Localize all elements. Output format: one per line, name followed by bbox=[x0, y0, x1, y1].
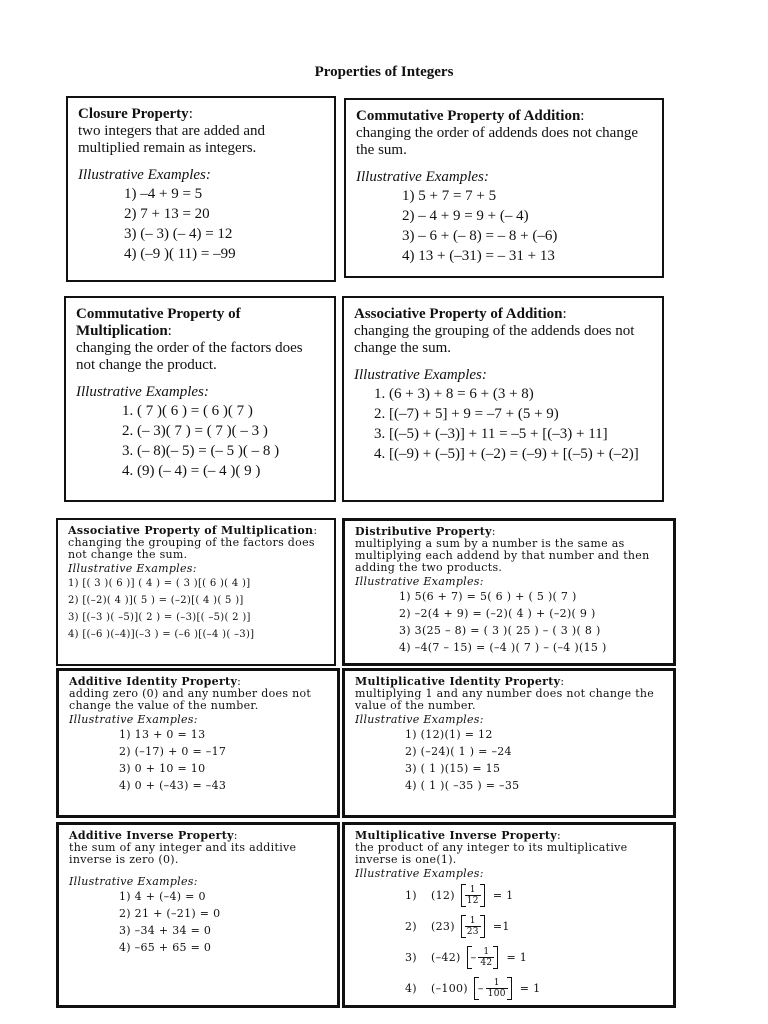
list-item: 4. [(–9) + (–5)] + (–2) = (–9) + [(–5) + (–2)] bbox=[374, 446, 639, 462]
fraction-numerator: 1 bbox=[486, 978, 508, 989]
item-sign: – bbox=[477, 981, 484, 995]
multiplicative-inverse-box: Multiplicative Inverse Property: the product of any integer to its multiplicative inverse is one(1). Illustrative Examples: 1) (12) $\frac{1}{12}$ = 1 2) (23) $\frac{1}{23}$ =1 3) (–42) – $\frac{1}{42}$ = 1 4) (–100) – $\frac{1}{100}$ = 1 bbox=[342, 822, 676, 1008]
fraction-denominator: 42 bbox=[480, 958, 493, 968]
closure-property-box: Closure Property: two integers that are added and multiplied remain as integers. Illustrative Examples: 1) –4 + 9 = 5 2) 7 + 13 = 20 3) (– 3) (– 4) = 12 4) (–9 )( 11) = –99 bbox=[66, 96, 336, 282]
list-item: 3) [(–3 )( –5)]( 2 ) = (–3)[( –5)( 2 )] bbox=[68, 612, 251, 623]
fraction-numerator: 1 bbox=[478, 947, 494, 958]
list-item: 4. (9) (– 4) = (– 4 )( 9 ) bbox=[122, 463, 261, 479]
box-heading: Additive Identity Property bbox=[69, 675, 238, 688]
box-heading: Closure Property bbox=[78, 106, 189, 122]
item-sign: – bbox=[470, 950, 477, 964]
box-heading: Additive Inverse Property bbox=[69, 829, 234, 842]
item-factor: (12) bbox=[431, 888, 455, 902]
list-item: 3. (– 8)(– 5) = (– 5 )( – 8 ) bbox=[122, 443, 280, 459]
fraction bbox=[465, 916, 481, 937]
box-heading: Distributive Property bbox=[355, 525, 492, 538]
box-definition: two integers that are added and multiplied remain as integers. bbox=[78, 123, 266, 156]
item-result: = 1 bbox=[519, 981, 541, 995]
list-item bbox=[405, 942, 663, 973]
examples-label: Illustrative Examples: bbox=[356, 169, 489, 185]
commutative-multiplication-box: Commutative Property of Multiplication: changing the order of the factors does not change the product. Illustrative Examples: 1. ( 7 )( 6 ) = ( 6 )( 7 ) 2. (– 3)( 7 ) = ( 7 )( – 3 ) 3. (– 8)(– 5) = (– 5 )( – 8 ) 4. (9) (– 4) = (– 4 )( 9 ) bbox=[64, 296, 336, 502]
item-factor: (–100) bbox=[431, 981, 468, 995]
examples-label: Illustrative Examples: bbox=[78, 167, 211, 183]
list-item: 2) – 4 + 9 = 9 + (– 4) bbox=[402, 208, 529, 224]
fraction bbox=[465, 885, 481, 906]
fraction-denominator: 23 bbox=[466, 927, 479, 937]
item-number: 1) bbox=[405, 888, 417, 902]
list-item: 4) 0 + (–43) = –43 bbox=[119, 779, 227, 792]
list-item: 4) 13 + (–31) = – 31 + 13 bbox=[402, 248, 555, 264]
list-item: 2. [(–7) + 5] + 9 = –7 + (5 + 9) bbox=[374, 406, 559, 422]
list-item bbox=[405, 973, 663, 1004]
list-item: 3) – 6 + (– 8) = – 8 + (–6) bbox=[402, 228, 558, 244]
list-item: 3) ( 1 )(15) = 15 bbox=[405, 762, 501, 775]
bracket-group bbox=[461, 884, 485, 907]
examples-label: Illustrative Examples: bbox=[69, 713, 198, 726]
examples-label: Illustrative Examples: bbox=[355, 575, 484, 588]
additive-inverse-box: Additive Inverse Property: the sum of any integer and its additive inverse is zero (0). Illustrative Examples: 1) 4 + (–4) = 0 2) 21 + (–21) = 0 3) –34 + 34 = 0 4) –65 + 65 = 0 bbox=[56, 822, 340, 1008]
box-heading: Commutative Property of Addition bbox=[356, 108, 581, 124]
item-factor: (23) bbox=[431, 919, 455, 933]
list-item: 2. (– 3)( 7 ) = ( 7 )( – 3 ) bbox=[122, 423, 268, 439]
item-result: = 1 bbox=[492, 888, 514, 902]
item-result: =1 bbox=[492, 919, 510, 933]
box-heading: Multiplicative Inverse Property bbox=[355, 829, 557, 842]
fraction-numerator: 1 bbox=[465, 916, 481, 927]
box-definition: the product of any integer to its multiplicative inverse is one(1). bbox=[355, 841, 628, 866]
list-item: 2) (–17) + 0 = –17 bbox=[119, 745, 227, 758]
box-heading: Commutative Property of Multiplication bbox=[76, 306, 241, 339]
list-item: 3) (– 3) (– 4) = 12 bbox=[124, 226, 233, 242]
associative-multiplication-box: Associative Property of Multiplication: changing the grouping of the factors does not change the sum. Illustrative Examples: 1) [( 3 )( 6 )] ( 4 ) = ( 3 )[( 6 )( 4 )] 2) [(–2)( 4 )]( 5 ) = (–2)[( 4 )( 5 )] 3) [(–3 )( –5)]( 2 ) = (–3)[( –5)( 2 )] 4) [(–6 )(–4)](–3 ) = (–6 )[(–4 )( –3)] bbox=[56, 518, 336, 666]
distributive-property-box: Distributive Property: multiplying a sum by a number is the same as multiplying each addend by that number and then adding the two products. Illustrative Examples: 1) 5(6 + 7) = 5( 6 ) + ( 5 )( 7 ) 2) –2(4 + 9) = (–2)( 4 ) + (–2)( 9 ) 3) 3(25 – 8) = ( 3 )( 25 ) – ( 3 )( 8 ) 4) –4(7 – 15) = (–4 )( 7 ) – (–4 )(15 ) bbox=[342, 518, 676, 666]
examples-label: Illustrative Examples: bbox=[69, 875, 198, 888]
examples-label: Illustrative Examples: bbox=[355, 867, 484, 880]
box-heading: Associative Property of Multiplication bbox=[68, 524, 314, 537]
list-item: 2) [(–2)( 4 )]( 5 ) = (–2)[( 4 )( 5 )] bbox=[68, 595, 244, 606]
item-number: 4) bbox=[405, 981, 417, 995]
box-definition: adding zero (0) and any number does not change the value of the number. bbox=[69, 687, 312, 712]
bracket-group bbox=[467, 946, 499, 969]
box-definition: multiplying 1 and any number does not change the value of the number. bbox=[355, 687, 655, 712]
list-item: 2) (–24)( 1 ) = –24 bbox=[405, 745, 512, 758]
examples-label: Illustrative Examples: bbox=[76, 384, 209, 400]
list-item bbox=[405, 880, 663, 911]
list-item: 1) (12)(1) = 12 bbox=[405, 728, 493, 741]
item-number: 2) bbox=[405, 919, 417, 933]
fraction-denominator: 100 bbox=[487, 989, 506, 999]
box-definition: changing the grouping of the factors does not change the sum. bbox=[68, 536, 315, 561]
box-definition: changing the order of addends does not change the sum. bbox=[356, 125, 638, 158]
list-item: 4) –65 + 65 = 0 bbox=[119, 941, 212, 954]
list-item: 1) 13 + 0 = 13 bbox=[119, 728, 206, 741]
examples-label: Illustrative Examples: bbox=[355, 713, 484, 726]
page-title: Properties of Integers bbox=[314, 64, 454, 80]
list-item: 4) –4(7 – 15) = (–4 )( 7 ) – (–4 )(15 ) bbox=[399, 641, 607, 654]
box-heading: Associative Property of Addition bbox=[354, 306, 563, 322]
list-item: 4) [(–6 )(–4)](–3 ) = (–6 )[(–4 )( –3)] bbox=[68, 629, 255, 640]
fraction bbox=[486, 978, 508, 999]
multiplicative-identity-box: Multiplicative Identity Property: multiplying 1 and any number does not change the value of the number. Illustrative Examples: 1) (12)(1) = 12 2) (–24)( 1 ) = –24 3) ( 1 )(15) = 15 4) ( 1 )( –35 ) = –35 bbox=[342, 668, 676, 818]
list-item: 3) 0 + 10 = 10 bbox=[119, 762, 206, 775]
box-definition: the sum of any integer and its additive inverse is zero (0). bbox=[69, 841, 297, 866]
fraction bbox=[478, 947, 494, 968]
item-number: 3) bbox=[405, 950, 417, 964]
examples-label: Illustrative Examples: bbox=[354, 367, 487, 383]
list-item: 1) 5 + 7 = 7 + 5 bbox=[402, 188, 497, 204]
list-item: 1) 5(6 + 7) = 5( 6 ) + ( 5 )( 7 ) bbox=[399, 590, 577, 603]
box-definition: changing the grouping of the addends does not change the sum. bbox=[354, 323, 635, 356]
commutative-addition-box: Commutative Property of Addition: changing the order of addends does not change the sum. Illustrative Examples: 1) 5 + 7 = 7 + 5 2) – 4 + 9 = 9 + (– 4) 3) – 6 + (– 8) = – 8 + (–6) 4) 13 + (–31) = – 31 + 13 bbox=[344, 98, 664, 278]
box-heading: Multiplicative Identity Property bbox=[355, 675, 561, 688]
item-factor: (–42) bbox=[431, 950, 461, 964]
list-item: 1) –4 + 9 = 5 bbox=[124, 186, 203, 202]
examples-label: Illustrative Examples: bbox=[68, 562, 197, 575]
box-definition: multiplying a sum by a number is the same as multiplying each addend by that number and then adding the two products. bbox=[355, 537, 650, 574]
additive-identity-box: Additive Identity Property: adding zero (0) and any number does not change the value of the number. Illustrative Examples: 1) 13 + 0 = 13 2) (–17) + 0 = –17 3) 0 + 10 = 10 4) 0 + (–43) = –43 bbox=[56, 668, 340, 818]
list-item: 2) 21 + (–21) = 0 bbox=[119, 907, 221, 920]
list-item: 3) –34 + 34 = 0 bbox=[119, 924, 212, 937]
fraction-denominator: 12 bbox=[466, 896, 479, 906]
associative-addition-box: Associative Property of Addition: changing the grouping of the addends does not change the sum. Illustrative Examples: 1. (6 + 3) + 8 = 6 + (3 + 8) 2. [(–7) + 5] + 9 = –7 + (5 + 9) 3. [(–5) + (–3)] + 11 = –5 + [(–3) + 11] 4. [(–9) + (–5)] + (–2) = (–9) + [(–5) + (–2)] bbox=[342, 296, 664, 502]
list-item: 2) –2(4 + 9) = (–2)( 4 ) + (–2)( 9 ) bbox=[399, 607, 596, 620]
list-item: 2) 7 + 13 = 20 bbox=[124, 206, 210, 222]
bracket-group bbox=[461, 915, 485, 938]
fraction-numerator: 1 bbox=[465, 885, 481, 896]
list-item: 3. [(–5) + (–3)] + 11 = –5 + [(–3) + 11] bbox=[374, 426, 608, 442]
list-item: 1. (6 + 3) + 8 = 6 + (3 + 8) bbox=[374, 386, 534, 402]
list-item: 4) (–9 )( 11) = –99 bbox=[124, 246, 236, 262]
bracket-group bbox=[474, 977, 512, 1000]
list-item: 1. ( 7 )( 6 ) = ( 6 )( 7 ) bbox=[122, 403, 253, 419]
list-item: 4) ( 1 )( –35 ) = –35 bbox=[405, 779, 520, 792]
item-result: = 1 bbox=[506, 950, 528, 964]
list-item: 3) 3(25 – 8) = ( 3 )( 25 ) – ( 3 )( 8 ) bbox=[399, 624, 601, 637]
box-definition: changing the order of the factors does not change the product. bbox=[76, 340, 303, 373]
list-item: 1) 4 + (–4) = 0 bbox=[119, 890, 206, 903]
list-item: 1) [( 3 )( 6 )] ( 4 ) = ( 3 )[( 6 )( 4 )] bbox=[68, 578, 251, 589]
list-item bbox=[405, 911, 663, 942]
